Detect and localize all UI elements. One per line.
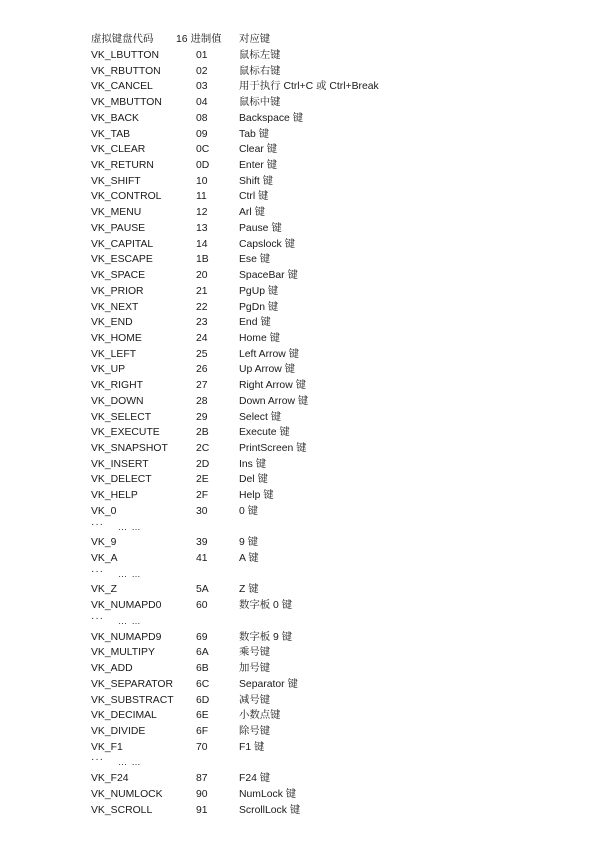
row-key: Arl 键 xyxy=(239,207,265,219)
row-key: 9 键 xyxy=(239,537,259,549)
row-key: 0 键 xyxy=(239,505,259,517)
table-row xyxy=(0,630,600,646)
table-header xyxy=(0,32,600,48)
table-row xyxy=(0,425,600,441)
row-code: VK_SCROLL xyxy=(91,804,153,816)
row-code: VK_PRIOR xyxy=(91,285,144,297)
row-code: VK_SNAPSHOT xyxy=(91,443,168,454)
row-code: VK_CLEAR xyxy=(91,144,146,156)
row-hex: 2C xyxy=(196,443,210,454)
row-code: VK_DECIMAL xyxy=(91,710,157,722)
row-code: VK_CONTROL xyxy=(91,191,162,203)
header-hex: 16 进制值 xyxy=(176,34,222,45)
table-row xyxy=(0,441,600,457)
row-key: Execute 键 xyxy=(239,427,290,439)
row-key: 数字板 0 键 xyxy=(239,600,293,612)
ellipsis-row xyxy=(0,755,600,771)
row-key: Left Arrow 键 xyxy=(239,348,300,360)
row-hex: 69 xyxy=(196,631,208,643)
row-hex: 2F xyxy=(196,490,209,502)
row-code: VK_ADD xyxy=(91,663,133,675)
row-hex: 91 xyxy=(196,804,208,816)
row-hex: 2E xyxy=(196,474,209,486)
table-row xyxy=(0,708,600,724)
row-key: PgUp 键 xyxy=(239,285,279,297)
table-row xyxy=(0,331,600,347)
row-key: ScrollLock 键 xyxy=(239,804,301,816)
table-row xyxy=(0,127,600,143)
row-key: Z 键 xyxy=(239,584,259,596)
row-code: VK_LEFT xyxy=(91,348,137,360)
row-key: Right Arrow 键 xyxy=(239,380,306,392)
row-code: VK_SHIFT xyxy=(91,175,141,187)
row-key: F24 键 xyxy=(239,773,271,785)
row-key: NumLock 键 xyxy=(239,788,297,800)
ellipsis-row xyxy=(0,614,600,630)
row-hex: 23 xyxy=(196,317,208,329)
row-hex: 24 xyxy=(196,332,208,344)
ellipsis-left: ··· xyxy=(91,518,104,530)
table-row xyxy=(0,48,600,64)
table-row xyxy=(0,111,600,127)
row-key: Shift 键 xyxy=(239,175,274,187)
row-code: VK_CAPITAL xyxy=(91,238,154,250)
table-row xyxy=(0,142,600,158)
table-row xyxy=(0,268,600,284)
row-code: VK_UP xyxy=(91,364,126,376)
row-code: VK_INSERT xyxy=(91,458,149,470)
table-row xyxy=(0,740,600,756)
row-key: Up Arrow 键 xyxy=(239,364,296,376)
table-row xyxy=(0,724,600,740)
row-key: Down Arrow 键 xyxy=(239,395,309,407)
row-key: 小数点键 xyxy=(239,710,281,722)
row-key: 数字板 9 键 xyxy=(239,631,293,643)
table-row xyxy=(0,237,600,253)
row-key: Del 键 xyxy=(239,474,268,486)
ellipsis-right: … … xyxy=(118,568,142,579)
row-code: VK_BACK xyxy=(91,112,139,124)
row-hex: 11 xyxy=(196,191,207,203)
row-hex: 03 xyxy=(196,81,208,93)
row-key: F1 键 xyxy=(239,741,265,753)
row-key: A 键 xyxy=(239,553,259,565)
row-hex: 25 xyxy=(196,348,208,360)
table-row xyxy=(0,378,600,394)
table-row xyxy=(0,488,600,504)
row-key: Backspace 键 xyxy=(239,112,304,124)
row-hex: 20 xyxy=(196,270,208,282)
row-hex: 41 xyxy=(196,553,208,565)
row-hex: 27 xyxy=(196,380,208,392)
table-row xyxy=(0,582,600,598)
row-key: Tab 键 xyxy=(239,128,270,140)
row-hex: 12 xyxy=(196,207,208,219)
table-row xyxy=(0,535,600,551)
table-row xyxy=(0,771,600,787)
row-key: Ins 键 xyxy=(239,458,267,470)
table-row xyxy=(0,661,600,677)
row-key: Home 键 xyxy=(239,332,280,344)
row-hex: 02 xyxy=(196,65,208,77)
ellipsis-row xyxy=(0,520,600,536)
row-hex: 6C xyxy=(196,678,210,690)
row-hex: 6F xyxy=(196,725,209,737)
table-row xyxy=(0,174,600,190)
row-key: Clear 键 xyxy=(239,144,278,156)
row-key: 鼠标左键 xyxy=(239,50,281,61)
row-key: End 键 xyxy=(239,317,271,329)
row-key: 乘号键 xyxy=(239,647,271,659)
row-hex: 2B xyxy=(196,427,209,439)
table-row xyxy=(0,315,600,331)
row-key: SpaceBar 键 xyxy=(239,270,298,282)
ellipsis-right: … … xyxy=(118,521,142,532)
table-row xyxy=(0,284,600,300)
row-hex: 87 xyxy=(196,773,208,785)
table-row xyxy=(0,472,600,488)
row-hex: 28 xyxy=(196,395,208,407)
row-code: VK_LBUTTON xyxy=(91,50,159,61)
row-hex: 13 xyxy=(196,222,208,234)
row-hex: 22 xyxy=(196,301,208,313)
row-key: Capslock 键 xyxy=(239,238,296,250)
row-key: 鼠标中键 xyxy=(239,97,281,109)
row-hex: 6D xyxy=(196,694,210,706)
row-code: VK_DIVIDE xyxy=(91,725,146,737)
row-code: VK_MBUTTON xyxy=(91,97,162,109)
row-hex: 70 xyxy=(196,741,208,753)
row-code: VK_MENU xyxy=(91,207,142,219)
row-hex: 90 xyxy=(196,788,208,800)
ellipsis-row xyxy=(0,567,600,583)
table-row xyxy=(0,221,600,237)
row-code: VK_NUMAPD0 xyxy=(91,600,162,612)
table-row xyxy=(0,457,600,473)
row-hex: 26 xyxy=(196,364,208,376)
table-row xyxy=(0,394,600,410)
row-code: VK_RBUTTON xyxy=(91,65,161,77)
row-key: 鼠标右键 xyxy=(239,65,281,77)
table-row xyxy=(0,95,600,111)
row-code: VK_SELECT xyxy=(91,411,152,423)
table-row xyxy=(0,645,600,661)
row-code: VK_SUBSTRACT xyxy=(91,694,174,706)
row-code: VK_ESCAPE xyxy=(91,254,153,266)
table-row xyxy=(0,677,600,693)
row-key: Ctrl 键 xyxy=(239,191,269,203)
row-hex: 5A xyxy=(196,584,209,596)
row-key: Enter 键 xyxy=(239,160,278,172)
ellipsis-left: ··· xyxy=(91,754,104,766)
table-row xyxy=(0,362,600,378)
row-hex: 29 xyxy=(196,411,208,423)
row-code: VK_RIGHT xyxy=(91,380,143,392)
table-row xyxy=(0,803,600,819)
row-code: VK_SPACE xyxy=(91,270,146,282)
row-key: 加号键 xyxy=(239,663,271,675)
row-hex: 09 xyxy=(196,128,208,140)
row-hex: 04 xyxy=(196,97,208,109)
ellipsis-right: … … xyxy=(118,615,142,626)
row-hex: 0C xyxy=(196,144,210,156)
table-row xyxy=(0,410,600,426)
ellipsis-left: ··· xyxy=(91,612,104,624)
row-code: VK_NEXT xyxy=(91,301,139,313)
row-hex: 1B xyxy=(196,254,209,266)
row-code: VK_DELECT xyxy=(91,474,152,486)
table-row xyxy=(0,205,600,221)
row-key: Ese 键 xyxy=(239,254,271,266)
table-row xyxy=(0,693,600,709)
row-key: Help 键 xyxy=(239,490,274,502)
row-code: VK_DOWN xyxy=(91,395,144,407)
table-row xyxy=(0,252,600,268)
row-key: Select 键 xyxy=(239,411,282,423)
row-code: VK_END xyxy=(91,317,133,329)
row-hex: 30 xyxy=(196,505,208,517)
row-hex: 6E xyxy=(196,710,209,722)
row-code: VK_CANCEL xyxy=(91,81,153,93)
row-hex: 39 xyxy=(196,537,208,549)
ellipsis-right: … … xyxy=(118,757,142,768)
row-code: VK_A xyxy=(91,553,118,565)
row-code: VK_HELP xyxy=(91,490,138,502)
row-code: VK_MULTIPY xyxy=(91,647,155,659)
table-row xyxy=(0,189,600,205)
table-row xyxy=(0,64,600,80)
row-code: VK_F1 xyxy=(91,741,123,753)
table-row xyxy=(0,158,600,174)
row-key: PgDn 键 xyxy=(239,301,279,313)
row-code: VK_HOME xyxy=(91,332,142,344)
table-row xyxy=(0,598,600,614)
row-code: VK_TAB xyxy=(91,128,131,140)
table-row xyxy=(0,300,600,316)
row-code: VK_RETURN xyxy=(91,160,154,172)
row-code: VK_SEPARATOR xyxy=(91,678,173,690)
row-code: VK_NUMAPD9 xyxy=(91,631,162,643)
header-key: 对应键 xyxy=(239,34,271,45)
table-row xyxy=(0,347,600,363)
row-hex: 6A xyxy=(196,647,209,659)
row-code: VK_Z xyxy=(91,584,117,596)
row-key: 除号键 xyxy=(239,725,271,737)
row-code: VK_9 xyxy=(91,537,117,549)
row-key: Separator 键 xyxy=(239,678,298,690)
row-hex: 60 xyxy=(196,600,208,612)
row-key: Pause 键 xyxy=(239,222,282,234)
row-code: VK_F24 xyxy=(91,773,129,785)
row-code: VK_0 xyxy=(91,505,117,517)
row-hex: 2D xyxy=(196,458,210,470)
row-code: VK_PAUSE xyxy=(91,222,146,234)
row-hex: 08 xyxy=(196,112,208,124)
table-row xyxy=(0,551,600,567)
row-code: VK_NUMLOCK xyxy=(91,788,163,800)
table-row xyxy=(0,787,600,803)
row-hex: 10 xyxy=(196,175,208,187)
table-row xyxy=(0,79,600,95)
row-code: VK_EXECUTE xyxy=(91,427,160,439)
row-key: 用于执行 Ctrl+C 或 Ctrl+Break xyxy=(239,81,379,93)
header-code: 虚拟键盘代码 xyxy=(91,34,154,45)
row-hex: 01 xyxy=(196,50,208,61)
ellipsis-left: ··· xyxy=(91,565,104,577)
row-hex: 14 xyxy=(196,238,208,250)
row-key: PrintScreen 键 xyxy=(239,443,307,454)
row-hex: 6B xyxy=(196,663,209,675)
row-hex: 21 xyxy=(196,285,208,297)
row-hex: 0D xyxy=(196,160,210,172)
row-key: 减号键 xyxy=(239,694,271,706)
table-row xyxy=(0,504,600,520)
